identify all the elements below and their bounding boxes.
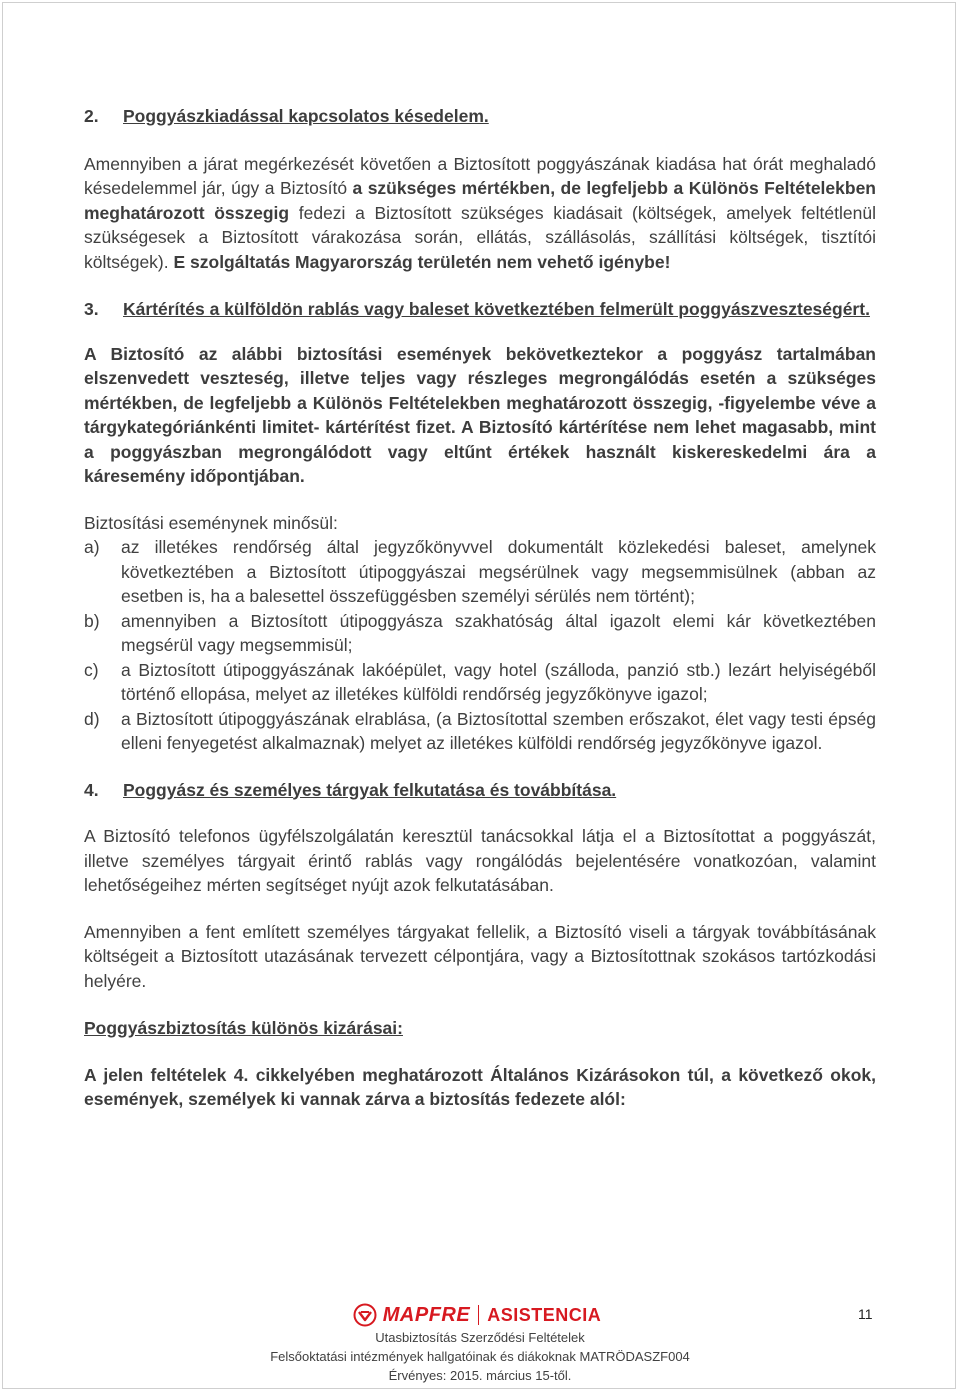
- list-item-letter: c): [84, 659, 99, 680]
- section-4-title: Poggyász és személyes tárgyak felkutatása és továbbítása.: [123, 779, 617, 800]
- section-3-title: Kártérítés a külföldön rablás vagy baleset következtében felmerült poggyászveszteségért.: [123, 299, 870, 319]
- section-3-intro: Biztosítási eseménynek minősül:: [84, 512, 338, 533]
- section-2-paragraph: [84, 152, 876, 275]
- section-4-number: 4.: [84, 779, 99, 800]
- section-2-text-b: a szükséges mértékben, de legfeljebb a Különös Feltételekben meghatározott összegig: [84, 178, 876, 223]
- section-2-text-c: fedezi a Biztosított szükséges kiadásait (költségek, amelyek feltétlenül szükségesek a Biztosított várakozása során, ellátás, szállásolás, szállítási költségek, tisztítói költségek).: [84, 202, 876, 272]
- list-item: [84, 658, 876, 707]
- footer-line-3: Érvényes: 2015. március 15-től.: [388, 1368, 572, 1383]
- list-item-text: amennyiben a Biztosított útipoggyásza szakhatóság által igazolt elemi kár következtében megsérül vagy megsemmisül;: [121, 610, 876, 655]
- list-item: [84, 609, 876, 658]
- logo-asistencia-text: ASISTENCIA: [487, 1304, 602, 1325]
- section-2-title: Poggyászkiadással kapcsolatos késedelem.: [123, 106, 489, 126]
- section-3-bold-paragraph: A Biztosító az alábbi biztosítási események bekövetkeztekor a poggyász tartalmában elszenvedett veszteség, illetve teljes vagy részleges megrongálódás esetén a szükséges mértékben, de legfeljebb a Különös Feltételekben meghatározott összegig, -figyelembe véve a tárgykategóriánkénti limitet- kártérítést fizet. A Biztosító kártérítése nem lehet magasabb, mint a poggyászban megrongálódott vagy eltűnt értékek használt kiskereskedelmi ára a káresemény időpontjában.: [84, 343, 876, 486]
- page-footer: [0, 1302, 960, 1385]
- section-3-number: 3.: [84, 299, 99, 319]
- list-item-letter: d): [84, 708, 100, 729]
- logo-divider: [478, 1305, 479, 1325]
- document-body: [84, 104, 876, 1112]
- list-item-letter: b): [84, 610, 100, 631]
- logo-mapfre-text: MAPFRE: [382, 1303, 471, 1326]
- list-item-text: a Biztosított útipoggyászának lakóépület, vagy hotel (szálloda, panzió stb.) lezárt helyiségéből történő ellopása, melyet az illetékes külföldi rendőrség jegyzőkönyve igazol;: [121, 659, 876, 704]
- footer-line-2: Felsőoktatási intézmények hallgatóinak és diákoknak MATRÖDASZF004: [270, 1349, 690, 1364]
- list-item-text: az illetékes rendőrség által jegyzőkönyvvel dokumentált közlekedési baleset, amelynek következtében a Biztosított útipoggyászai megsérülnek vagy megsemmisülnek (abban az esetben is, ha a balesettel összefüggésben személyi sérülés nem történt);: [121, 537, 876, 606]
- section-2-heading: [84, 104, 876, 129]
- section-4-paragraph-2: Amennyiben a fent említett személyes tárgyakat fellelik, a Biztosító viseli a tárgyak továbbításának költségeit a Biztosított utazásának tervezett célpontjára, vagy a Biztosítottnak szokásos tartózkodási helyére.: [84, 921, 876, 991]
- exclusions-paragraph: A jelen feltételek 4. cikkelyében meghatározott Általános Kizárásokon túl, a következő okok, események, személyek ki vannak zárva a biztosítás fedezete alól:: [84, 1064, 876, 1109]
- page-number: 11: [858, 1306, 873, 1322]
- section-2-text-d: E szolgáltatás Magyarország területén nem vehető igénybe!: [173, 251, 671, 272]
- section-4-paragraph-1: A Biztosító telefonos ügyfélszolgálatán keresztül tanácsokkal látja el a Biztosítottat a poggyászát, illetve személyes tárgyait érintő rablás vagy rongálódás bejelentésére vonatkozóan, valamint lehetőségeihez mérten segítséget nyújt azok felkutatásában.: [84, 826, 876, 895]
- list-item-letter: a): [84, 537, 100, 557]
- section-2-text-a: Amennyiben a járat megérkezését követően a Biztosított poggyászának kiadása hat órát meghaladó késedelemmel jár, úgy a Biztosító: [84, 153, 876, 198]
- list-item: [84, 707, 876, 756]
- mapfre-asistencia-logo: [0, 1302, 960, 1328]
- list-item-text: a Biztosított útipoggyászának elrablása, (a Biztosítottal szemben erőszakot, élet vagy testi épség elleni fenyegetést alkalmaznak) melyet az illetékes külföldi rendőrség jegyzőkönyve igazol.: [121, 708, 876, 753]
- footer-line-1: Utasbiztosítás Szerződési Feltételek: [375, 1330, 585, 1345]
- list-item: [84, 535, 876, 609]
- section-2-number: 2.: [84, 106, 99, 126]
- section-3-heading: [84, 297, 876, 322]
- mapfre-emblem-icon: [353, 1303, 377, 1327]
- section-4-heading: [84, 778, 876, 803]
- exclusions-heading: Poggyászbiztosítás különös kizárásai:: [84, 1018, 403, 1038]
- section-3-list: [84, 535, 876, 756]
